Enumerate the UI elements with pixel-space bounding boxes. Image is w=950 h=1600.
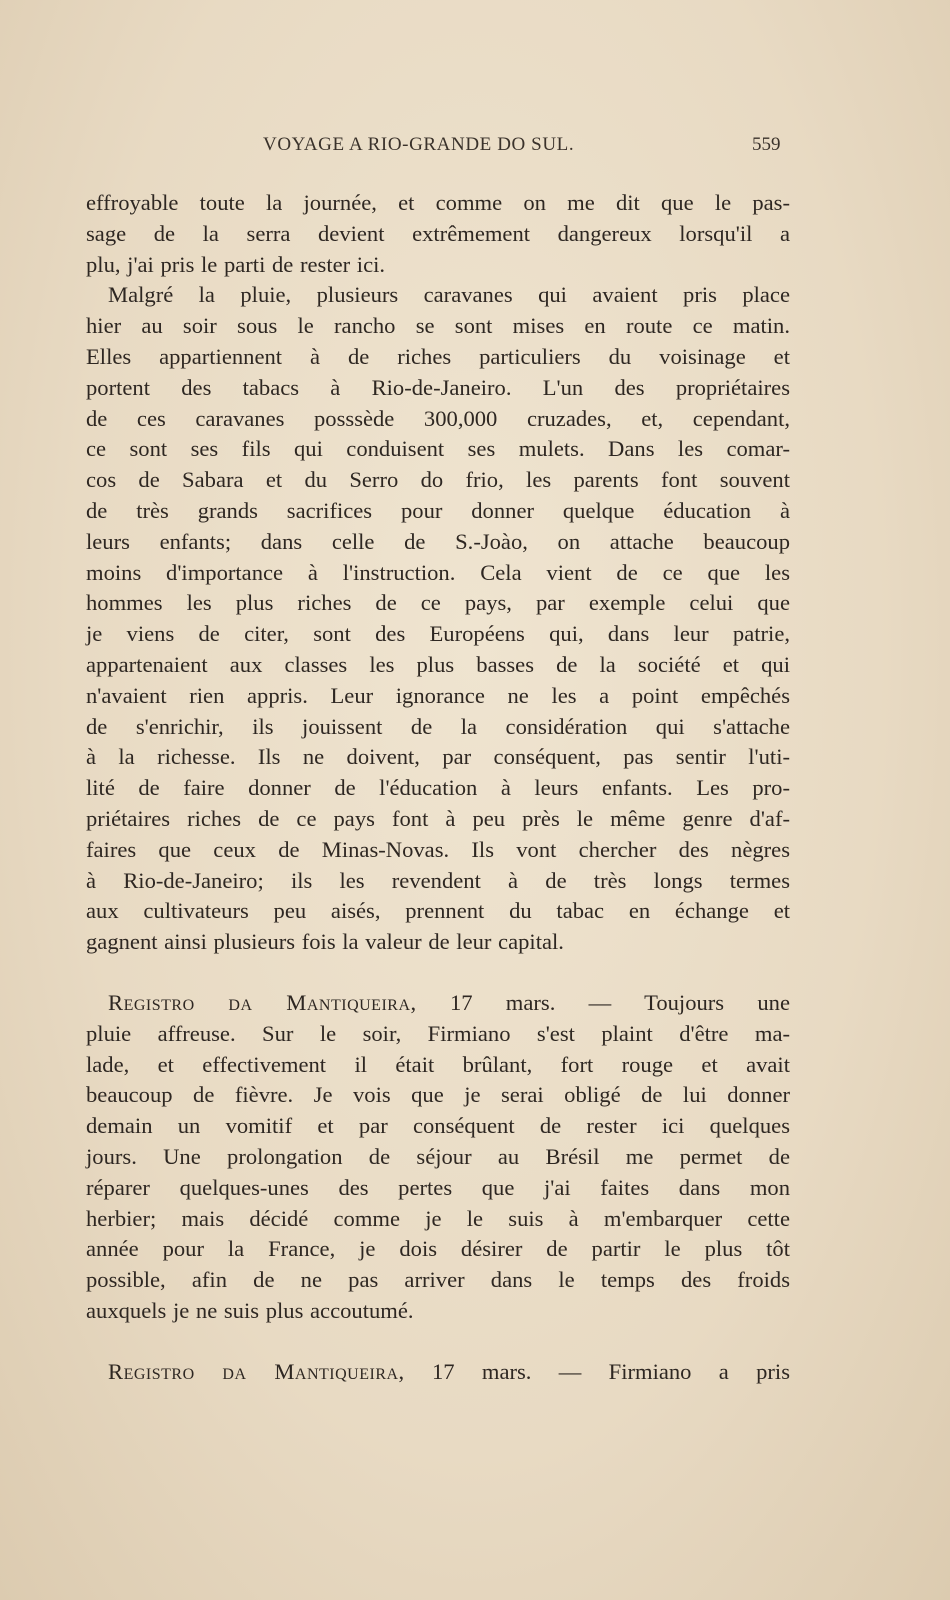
text-line: à Rio-de-Janeiro; ils les revendent à de très longs termes [86, 867, 790, 893]
section-gap [86, 1327, 790, 1357]
text-line: hommes les plus riches de ce pays, par exemple celui que [86, 590, 790, 616]
text-line: année pour la France, je dois désirer de partir le plus tôt [86, 1236, 790, 1262]
text-line: lade, et effectivement il était brûlant, fort rouge et avait [86, 1051, 790, 1077]
entry-place: Registro da Mantiqueira, [108, 989, 417, 1015]
text-line: moins d'importance à l'instruction. Cela vient de ce que les [86, 559, 790, 585]
text-line: réparer quelques-unes des pertes que j'ai faites dans mon [86, 1174, 790, 1200]
text-line: n'avaient rien appris. Leur ignorance ne les a point empêchés [86, 682, 790, 708]
text-line: leurs enfants; dans celle de S.-Joào, on attache beaucoup [86, 528, 790, 554]
text-line: effroyable toute la journée, et comme on me dit que le pas- [86, 190, 790, 215]
text-line: de s'enrichir, ils jouissent de la considération qui s'attache [86, 713, 790, 739]
entry-date: 17 mars. — [449, 989, 612, 1015]
text-line: plu, j'ai pris le parti de rester ici. [86, 251, 386, 277]
text-line: faires que ceux de Minas-Novas. Ils vont chercher des nègres [86, 836, 790, 862]
text-line: portent des tabacs à Rio-de-Janeiro. L'un des propriétaires [86, 374, 790, 400]
entry-first-words: Firmiano a pris [608, 1358, 790, 1384]
text-line: de ces caravanes posssède 300,000 cruzades, et, cependant, [86, 405, 790, 431]
text-line: pluie affreuse. Sur le soir, Firmiano s'est plaint d'être ma- [86, 1020, 790, 1046]
text-line: Malgré la pluie, plusieurs caravanes qui avaient pris place [108, 282, 790, 308]
entry-heading-line [86, 988, 790, 1019]
text-line: de très grands sacrifices pour donner quelque éducation à [86, 497, 790, 523]
paragraph-1 [86, 188, 790, 280]
text-line: aux cultivateurs peu aisés, prennent du tabac en échange et [86, 898, 790, 924]
text-line: à la richesse. Ils ne doivent, par conséquent, pas sentir l'uti- [86, 744, 790, 770]
text-line: possible, afin de ne pas arriver dans le temps des froids [86, 1267, 790, 1293]
text-line: appartenaient aux classes les plus basses de la société et qui [86, 651, 790, 677]
text-line: priétaires riches de ce pays font à peu près le même genre d'af- [86, 805, 790, 831]
diary-entry-1 [86, 988, 790, 1327]
entry-date: 17 mars. — [432, 1358, 582, 1384]
text-line: ce sont ses fils qui conduisent ses mulets. Dans les comar- [86, 436, 790, 462]
text-line: Elles appartiennent à de riches particuliers du voisinage et [86, 343, 790, 369]
diary-entry-2 [86, 1357, 790, 1388]
text-line: je viens de citer, sont des Européens qui, dans leur patrie, [86, 621, 790, 647]
text-line: herbier; mais décidé comme je le suis à m'embarquer cette [86, 1205, 790, 1231]
text-line: hier au soir sous le rancho se sont mises en route ce matin. [86, 313, 790, 339]
text-line: gagnent ainsi plusieurs fois la valeur de leur capital. [86, 929, 564, 955]
page-header [0, 134, 950, 164]
page-number: 559 [752, 134, 781, 155]
text-line: cos de Sabara et du Serro do frio, les parents font souvent [86, 467, 790, 493]
text-line: demain un vomitif et par conséquent de rester ici quelques [86, 1113, 790, 1139]
section-gap [86, 958, 790, 988]
entry-heading-line [86, 1357, 790, 1388]
text-line: auxquels je ne suis plus accoutumé. [86, 1297, 414, 1323]
entry-first-words: Toujours une [644, 989, 790, 1015]
body-text [86, 188, 790, 1387]
text-line: lité de faire donner de l'éducation à leurs enfants. Les pro- [86, 775, 790, 801]
text-line: jours. Une prolongation de séjour au Brésil me permet de [86, 1143, 790, 1169]
text-line: sage de la serra devient extrêmement dangereux lorsqu'il a [86, 220, 790, 246]
running-title: VOYAGE A RIO-GRANDE DO SUL. [263, 134, 575, 155]
text-line: beaucoup de fièvre. Je vois que je serai obligé de lui donner [86, 1082, 790, 1108]
entry-place: Registro da Mantiqueira, [108, 1358, 405, 1384]
paragraph-2 [86, 280, 790, 958]
